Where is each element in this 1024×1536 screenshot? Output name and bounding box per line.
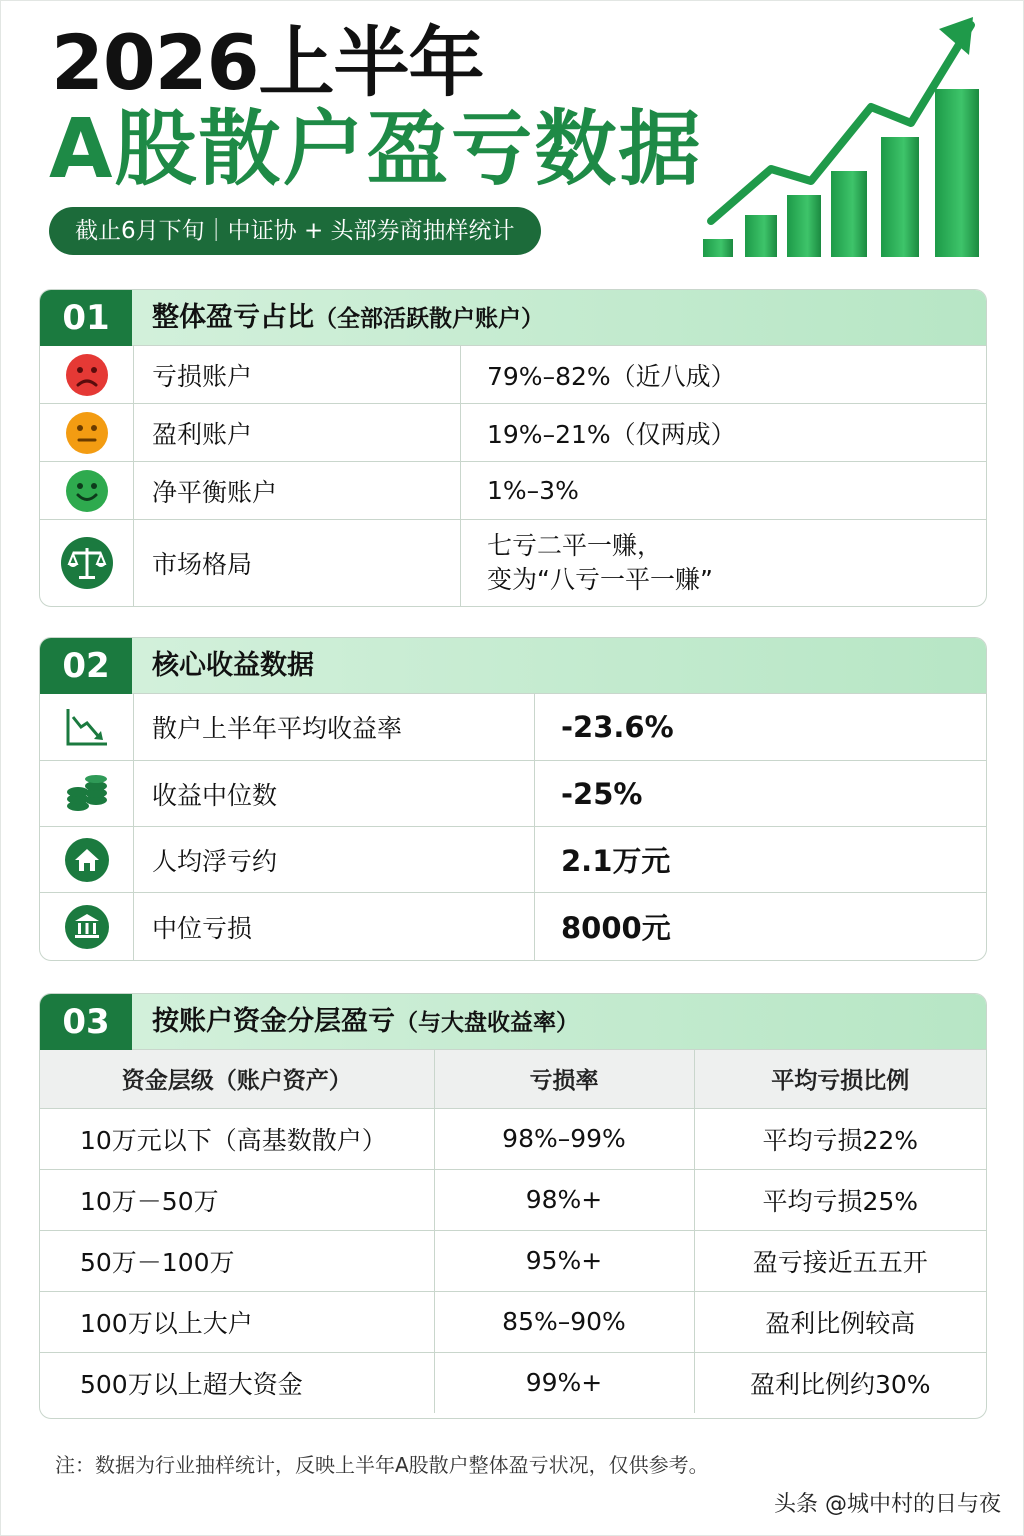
table-row [40,1169,986,1230]
table-header-row [40,1050,986,1108]
section-number: 01 [40,290,132,346]
table-row [40,404,986,462]
avg-loss-cell: 盈利比例较高 [694,1291,986,1352]
section-header [40,994,986,1050]
loss-rate-cell: 85%–90% [434,1291,694,1352]
loss-rate-cell: 98%–99% [434,1108,694,1169]
neutral-face-icon [65,411,109,455]
scales-icon [60,536,114,590]
row-label: 中位亏损 [152,913,253,943]
avg-loss-cell: 平均亏损22% [694,1108,986,1169]
column-header: 平均亏损比例 [694,1050,986,1108]
row-label: 亏损账户 [152,361,253,391]
avg-loss-cell: 平均亏损25% [694,1169,986,1230]
column-header: 亏损率 [434,1050,694,1108]
row-label: 市场格局 [152,550,253,579]
section-overall-ratio [39,289,987,607]
table-row [40,1352,986,1413]
row-value: 七亏二平一赚， 变为“八亏一平一赚” [460,520,986,606]
source-watermark: 头条 @城中村的日与夜 [774,1492,1001,1517]
tier-cell: 10万－50万 [40,1169,434,1230]
row-value: 19%–21%（仅两成） [460,404,986,461]
row-label: 收益中位数 [152,780,278,810]
table-row [40,694,986,761]
row-value: 79%–82%（近八成） [460,346,986,403]
chart-down-icon [65,707,109,747]
section-header [40,290,986,346]
column-header: 资金层级（账户资产） [40,1050,434,1108]
row-value: -25% [534,761,986,826]
subtitle-badge: 截止6月下旬｜中证协 + 头部券商抽样统计 [49,207,541,255]
tier-cell: 10万元以下（高基数散户） [40,1108,434,1169]
row-value: 2.1万元 [534,827,986,892]
row-label: 盈利账户 [152,419,253,449]
section-number: 03 [40,994,132,1050]
loss-rate-cell: 95%+ [434,1230,694,1291]
home-icon [64,837,110,883]
row-label: 人均浮亏约 [152,846,278,876]
sad-face-icon [65,353,109,397]
tier-table [40,1050,986,1413]
table-row [40,1291,986,1352]
row-value: -23.6% [534,694,986,760]
footnote: 注：数据为行业抽样统计，反映上半年A股散户整体盈亏状况，仅供参考。 [55,1453,709,1477]
table-row [40,827,986,893]
table-row [40,893,986,960]
avg-loss-cell: 盈亏接近五五开 [694,1230,986,1291]
row-value: 8000元 [534,893,986,960]
tier-cell: 100万以上大户 [40,1291,434,1352]
page-title-line2: A股散户盈亏数据 [49,102,703,197]
row-label: 净平衡账户 [152,477,278,507]
table-row [40,1230,986,1291]
section-header [40,638,986,694]
loss-rate-cell: 99%+ [434,1352,694,1413]
table-row [40,761,986,827]
avg-loss-cell: 盈利比例约30% [749,1369,931,1399]
row-value: 1%–3% [460,462,986,519]
table-row [40,462,986,520]
table-row [40,520,986,606]
bars-group [703,89,979,257]
section-title: 按账户资金分层盈亏（与大盘收益率） [152,1006,579,1037]
loss-rate-cell: 98%+ [434,1169,694,1230]
tier-cell: 500万以上超大资金 [40,1352,434,1413]
growth-chart-illustration [691,11,1011,271]
section-number: 02 [40,638,132,694]
section-core-returns [39,637,987,961]
table-row [40,1108,986,1169]
coins-icon [65,774,109,814]
table-row [40,346,986,404]
row-label: 散户上半年平均收益率 [152,714,403,743]
smile-face-icon [65,469,109,513]
tier-cell: 50万－100万 [40,1230,434,1291]
page-title-line1: 2026上半年 [51,18,484,107]
section-tiered-returns [39,993,987,1419]
bank-icon [64,904,110,950]
section-title: 核心收益数据 [152,650,314,681]
section-title: 整体盈亏占比（全部活跃散户账户） [152,302,544,333]
